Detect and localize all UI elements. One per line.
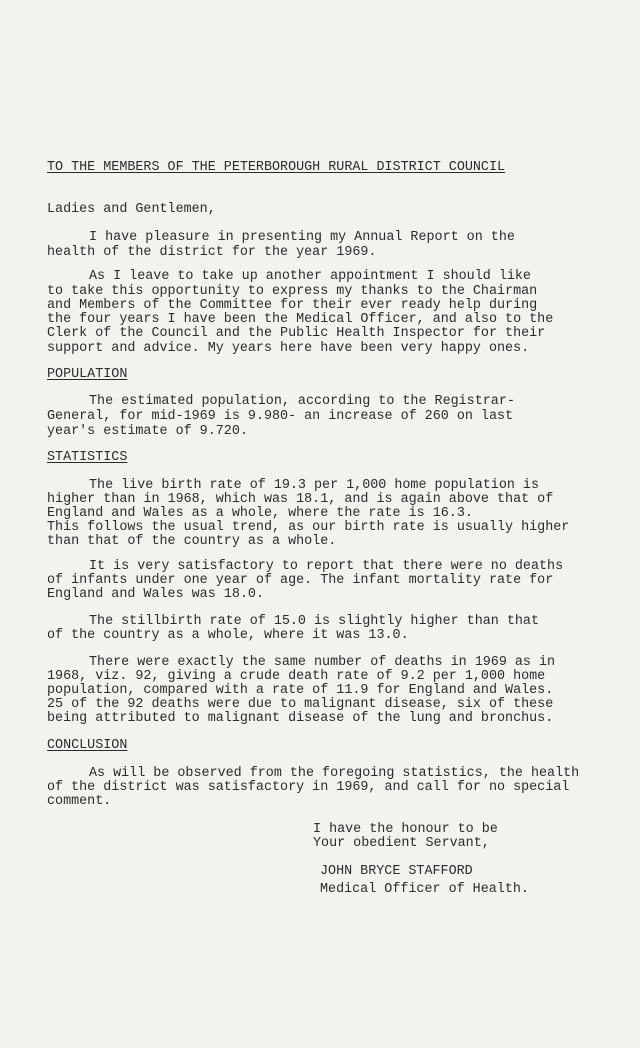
population-line: The estimated population, according to the Registrar- [89, 394, 515, 409]
intro-line: Clerk of the Council and the Public Health Inspector for their [47, 326, 546, 341]
conclusion-line: comment. [47, 794, 112, 809]
section-heading-conclusion: CONCLUSION [47, 738, 128, 753]
statistics-line: 25 of the 92 deaths were due to malignant disease, six of these [47, 697, 554, 712]
document-title: TO THE MEMBERS OF THE PETERBOROUGH RURAL DISTRICT COUNCIL [47, 160, 506, 175]
population-line: General, for mid-1969 is 9.980- an increase of 260 on last [47, 409, 514, 424]
signatory-name: JOHN BRYCE STAFFORD [320, 864, 473, 879]
statistics-line: of infants under one year of age. The infant mortality rate for [47, 573, 554, 588]
statistics-line: The live birth rate of 19.3 per 1,000 home population is [89, 478, 539, 493]
population-line: year's estimate of 9.720. [47, 424, 248, 439]
intro-line: to take this opportunity to express my thanks to the Chairman [47, 284, 538, 299]
statistics-line: being attributed to malignant disease of the lung and bronchus. [47, 711, 554, 726]
statistics-line: England and Wales as a whole, where the rate is 16.3. [47, 506, 473, 521]
intro-line: and Members of the Committee for their ever ready help during [47, 298, 538, 313]
signatory-role: Medical Officer of Health. [320, 882, 529, 897]
conclusion-line: of the district was satisfactory in 1969, and call for no special [47, 780, 570, 795]
statistics-line: population, compared with a rate of 11.9 for England and Wales. [47, 683, 554, 698]
statistics-line: It is very satisfactory to report that there were no deaths [89, 559, 564, 574]
statistics-line: The stillbirth rate of 15.0 is slightly higher than that [89, 614, 539, 629]
section-heading-statistics: STATISTICS [47, 450, 128, 465]
statistics-line: of the country as a whole, where it was 13.0. [47, 628, 409, 643]
statistics-line: 1968, viz. 92, giving a crude death rate of 9.2 per 1,000 home [47, 669, 546, 684]
closing-line: I have the honour to be [313, 822, 498, 837]
conclusion-line: As will be observed from the foregoing statistics, the health [89, 766, 580, 781]
statistics-line: than that of the country as a whole. [47, 534, 337, 549]
statistics-line: higher than in 1968, which was 18.1, and is again above that of [47, 492, 554, 507]
salutation: Ladies and Gentlemen, [47, 202, 216, 217]
intro-line: As I leave to take up another appointment I should like [89, 269, 531, 284]
statistics-line: This follows the usual trend, as our birth rate is usually higher [47, 520, 570, 535]
intro-line: support and advice. My years here have been very happy ones. [47, 341, 530, 356]
intro-line: the four years I have been the Medical Officer, and also to the [47, 312, 554, 327]
statistics-line: There were exactly the same number of deaths in 1969 as in [89, 655, 556, 670]
intro-line: I have pleasure in presenting my Annual Report on the [89, 230, 515, 245]
section-heading-population: POPULATION [47, 367, 128, 382]
closing-line: Your obedient Servant, [313, 836, 490, 851]
intro-line: health of the district for the year 1969. [47, 245, 377, 260]
statistics-line: England and Wales was 18.0. [47, 587, 264, 602]
